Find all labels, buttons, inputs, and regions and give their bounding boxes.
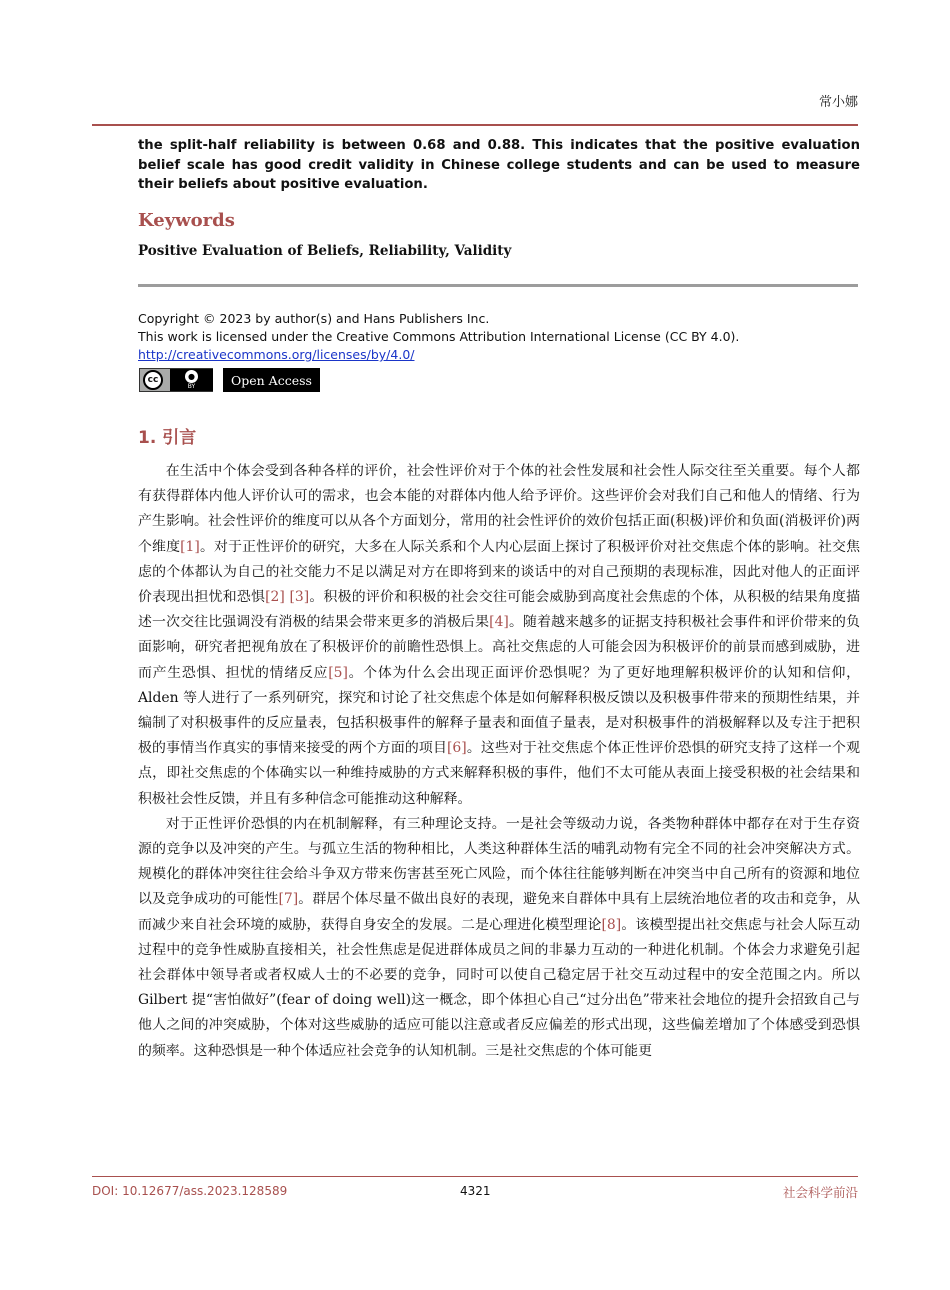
page-number: 4321 bbox=[460, 1184, 491, 1198]
citation-link[interactable]: [4] bbox=[489, 614, 509, 631]
paragraph-text: 。个体为什么会出现正面评价恐惧呢？为了更好地理解积极评价的认知和信仰，Alden 等人进行了一系列研究，探究和讨论了社交焦虑个体是如何解释积极反馈以及积极事件带来的预期性结果，并编制了对积极事件的反应量表，包括积极事件的解释子量表和面值子量表，是对积极事件的消极解释以及专注于把积极的事情当作真实的事情来接受的两个方面的项目 bbox=[138, 664, 860, 757]
paragraph-text: 。积极的评价和积极的社会交往可能会威胁到高度社会焦虑的个体，从积极的结果角度描述一次交往比强调没有消极的结果会带来更多的消极后果 bbox=[138, 589, 860, 631]
keywords-list: Positive Evaluation of Beliefs, Reliability, Validity bbox=[138, 243, 512, 259]
body-paragraph bbox=[138, 459, 860, 812]
keywords-heading: Keywords bbox=[138, 210, 235, 231]
creative-commons-icon: cc bbox=[143, 370, 163, 390]
footer-rule bbox=[92, 1176, 858, 1177]
body-text bbox=[138, 459, 860, 1064]
paragraph-text: 。该模型提出社交焦虑与社会人际互动过程中的竞争性威胁直接相关，社会性焦虑是促进群体成员之间的非暴力互动的一种进化机制。个体会力求避免引起社会群体中领导者或者权威人士的不必要的竞争，同时可以使自己稳定居于社交互动过程中的安全范围之内。所以 Gilbert 提“害怕做好”(fear of doing well)这一概念，即个体担心自己“过分出色”带来社会地位的提升会招致自己与他人之间的冲突威胁，个体对这些威胁的适应可能以注意或者反应偏差的形式出现，这些偏差增加了个体感受到恐惧的频率。这种恐惧是一种个体适应社会竞争的认知机制。三是社交焦虑的个体可能更 bbox=[138, 916, 860, 1059]
citation-link[interactable]: [5] bbox=[328, 664, 348, 681]
paragraph-text: 。群居个体尽量不做出良好的表现，避免来自群体中具有上层统治地位者的攻击和竞争，从而减少来自社会环境的威胁，获得自身安全的发展。二是心理进化模型理论 bbox=[138, 891, 860, 933]
person-icon: ● bbox=[185, 370, 198, 383]
citation-link[interactable]: [6] bbox=[447, 740, 467, 757]
running-header-author: 常小娜 bbox=[818, 95, 858, 110]
license-line: This work is licensed under the Creative Commons Attribution International License (CC BY 4.0). bbox=[138, 329, 740, 344]
footer-journal-name: 社会科学前沿 bbox=[782, 1185, 858, 1200]
citation-link[interactable]: [7] bbox=[278, 891, 299, 908]
citation-link[interactable]: [8] bbox=[601, 916, 622, 933]
open-access-badge: Open Access bbox=[223, 368, 320, 392]
by-label: BY bbox=[187, 383, 196, 390]
by-attribution-icon bbox=[170, 369, 213, 391]
citation-link[interactable]: [1] bbox=[180, 538, 200, 555]
license-badges bbox=[139, 368, 320, 392]
paragraph-text: 。随着越来越多的证据支持积极社会事件和评价带来的负面影响，研究者把视角放在了积极评价的前瞻性恐惧上。高社交焦虑的人可能会因为积极评价的前景而感到威胁，进而产生恐惧、担忧的情绪反应 bbox=[138, 614, 860, 681]
header-rule bbox=[92, 124, 858, 126]
cc-by-badge[interactable] bbox=[139, 368, 213, 392]
abstract-text: the split-half reliability is between 0.68 and 0.88. This indicates that the positive evaluation belief scale has good credit validity in Chinese college students and can be used to measure their beliefs about positive evaluation. bbox=[138, 138, 860, 192]
footer-doi: DOI: 10.12677/ass.2023.128589 bbox=[92, 1184, 288, 1198]
citation-link[interactable]: [2] [3] bbox=[265, 589, 310, 606]
license-link[interactable]: http://creativecommons.org/licenses/by/4.0/ bbox=[138, 347, 415, 362]
paragraph-text: 。对于正性评价的研究，大多在人际关系和个人内心层面上探讨了积极评价对社交焦虑个体的影响。社交焦虑的个体都认为自己的社交能力不足以满足对方在即将到来的谈话中的对自己预期的表现标准，因此对他人的正面评价表现出担忧和恐惧 bbox=[138, 538, 860, 606]
license-block bbox=[138, 310, 739, 364]
copyright-line: Copyright © 2023 by author(s) and Hans Publishers Inc. bbox=[138, 311, 490, 326]
section-heading: 1. 引言 bbox=[138, 428, 197, 448]
paragraph-text: 在生活中个体会受到各种各样的评价，社会性评价对于个体的社会性发展和社会性人际交往至关重要。每个人都有获得群体内他人评价认可的需求，也会本能的对群体内他人给予评价。这些评价会对我们自己和他人的情绪、行为产生影响。社会性评价的维度可以从各个方面划分，常用的社会性评价的效价包括正面(积极)评价和负面(消极评价)两个维度 bbox=[138, 463, 860, 555]
keywords-rule bbox=[138, 284, 858, 287]
body-paragraph bbox=[138, 812, 860, 1064]
paragraph-text: 对于正性评价恐惧的内在机制解释，有三种理论支持。一是社会等级动力说，各类物种群体中都存在对于生存资源的竞争以及冲突的产生。与孤立生活的物种相比，人类这种群体生活的哺乳动物有完全不同的社会冲突解决方式。规模化的群体冲突往往会给斗争双方带来伤害甚至死亡风险，而个体往往能够判断在冲突当中自己所有的资源和地位以及竞争成功的可能性 bbox=[138, 815, 860, 908]
paragraph-text: 。这些对于社交焦虑个体正性评价恐惧的研究支持了这样一个观点，即社交焦虑的个体确实以一种维持威胁的方式来解释积极的事件，他们不太可能从表面上接受积极的社会结果和积极社会性反馈，并且有多种信念可能推动这种解释。 bbox=[138, 740, 860, 807]
